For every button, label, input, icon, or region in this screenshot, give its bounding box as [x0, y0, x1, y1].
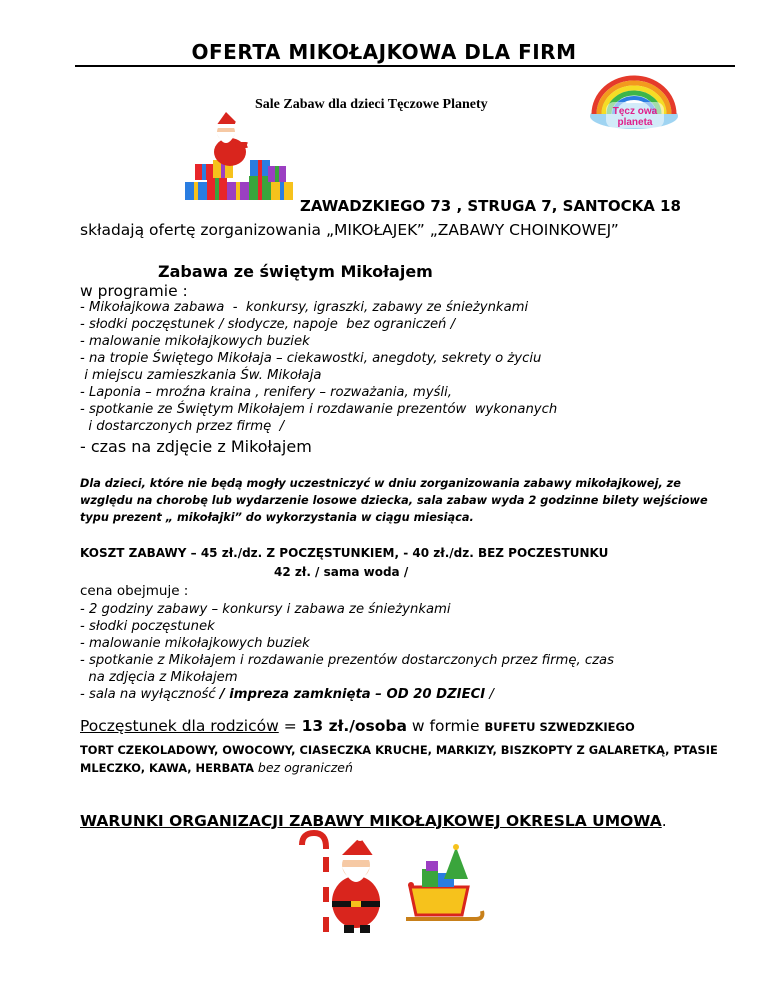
exclusive-suffix: /	[485, 687, 494, 702]
includes-list	[80, 601, 614, 703]
list-item-exclusive	[80, 686, 614, 703]
list-item: - słodki poczęstunek / słodycze, napoje bez ograniczeń /	[80, 317, 456, 332]
exclusive-prefix: - sala na wyłączność	[80, 687, 220, 702]
conditions-text: WARUNKI ORGANIZACJI ZABAWY MIKOŁAJKOWEJ OKRESLA UMOWA	[80, 812, 662, 830]
subtitle: Sale Zabaw dla dzieci Tęczowe Planety	[255, 97, 488, 112]
list-item: i miejscu zamieszkania Św. Mikołaja	[80, 368, 322, 383]
list-item: i dostarczonych przez firmę /	[80, 419, 285, 434]
buffet-label: BUFETU SZWEDZKIEGO	[484, 720, 635, 734]
list-item: - 2 godziny zabawy – konkursy i zabawa ze śnieżynkami	[80, 602, 451, 617]
logo-text-2: planeta	[617, 117, 653, 128]
cost-prices: – 45 zł./dz. Z POCZĘSTUNKIEM, - 40 zł./dz. BEZ POCZESTUNKU	[190, 546, 609, 560]
parents-offer	[80, 717, 635, 735]
page-title: OFERTA MIKOŁAJKOWA DLA FIRM	[191, 40, 577, 64]
list-item: - słodki poczęstunek	[80, 619, 215, 634]
list-item: - malowanie mikołajkowych buziek	[80, 636, 310, 651]
title-divider	[75, 65, 735, 67]
logo-text-1: Tęcz owa	[612, 106, 658, 117]
list-item: na zdjęcia z Mikołajem	[80, 670, 238, 685]
parents-label: Poczęstunek dla rodziców	[80, 717, 279, 735]
cost-water-price: 42 zł. / sama woda /	[274, 565, 409, 579]
ticket-note: Dla dzieci, które nie będą mogły uczestniczyć w dniu zorganizowania zabawy mikołajkowej, ze względu na chorobę lub wydarzenie losowe dziecka, sala zabaw wyda 2 godzinne bilety wejściowe typu prezent „ mikołajki” do wykorzystania w ciągu miesiąca.	[80, 477, 708, 524]
includes-label: cena obejmuje :	[80, 583, 189, 599]
cost-label: KOSZT ZABAWY	[80, 546, 191, 560]
santa-sleigh-illustration	[286, 827, 486, 937]
menu-suffix: bez ograniczeń	[253, 760, 353, 775]
list-item: - malowanie mikołajkowych buziek	[80, 334, 310, 349]
santa-gifts-illustration	[180, 112, 300, 206]
intro-line: składają ofertę zorganizowania „MIKOŁAJEK” „ZABAWY CHOINKOWEJ”	[80, 221, 619, 239]
parents-price: 13 zł./osoba	[301, 717, 407, 735]
parents-eq: =	[278, 717, 302, 735]
exclusive-bold: / impreza zamknięta – OD 20 DZIECI	[219, 687, 486, 702]
parents-form: w formie	[406, 717, 485, 735]
addresses: ZAWADZKIEGO 73 , STRUGA 7, SANTOCKA 18	[300, 197, 681, 215]
program-label: w programie :	[80, 282, 188, 300]
list-item: - na tropie Świętego Mikołaja – ciekawostki, anegdoty, sekrety o życiu	[80, 351, 542, 366]
program-list	[80, 299, 557, 435]
list-item: - Laponia – mroźna kraina , renifery – rozważania, myśli,	[80, 385, 452, 400]
photo-item: - czas na zdjęcie z Mikołajem	[80, 437, 312, 456]
conditions-period: .	[661, 812, 667, 830]
cost-line	[80, 546, 608, 560]
program-heading: Zabawa ze świętym Mikołajem	[158, 262, 433, 281]
buffet-menu	[80, 741, 730, 777]
menu-items: TORT CZEKOLADOWY, OWOCOWY, CIASECZKA KRUCHE, MARKIZY, BISZKOPTY Z GALARETKĄ, PTASIE MLECZKO, KAWA, HERBATA	[80, 743, 718, 775]
list-item: - spotkanie z Mikołajem i rozdawanie prezentów dostarczonych przez firmę, czas	[80, 653, 614, 668]
list-item: - Mikołajkowa zabawa - konkursy, igraszki, zabawy ze śnieżynkami	[80, 300, 529, 315]
teczowa-planeta-logo	[582, 74, 687, 132]
list-item: - spotkanie ze Świętym Mikołajem i rozdawanie prezentów wykonanych	[80, 402, 558, 417]
